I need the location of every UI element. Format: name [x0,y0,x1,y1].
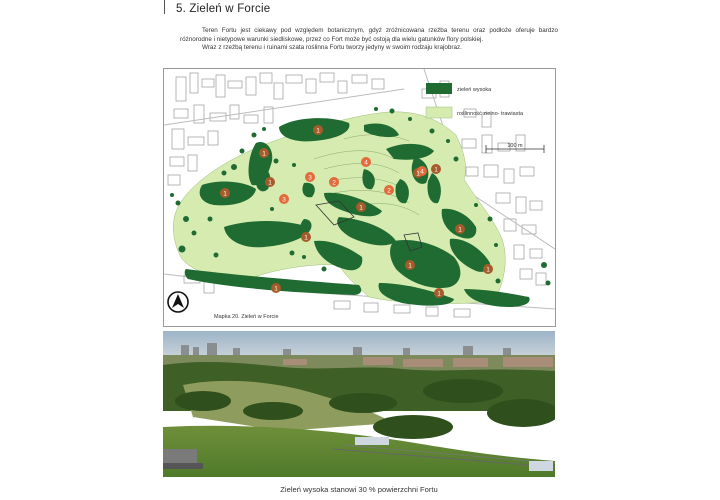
scale-bar [486,143,544,153]
scale-label: 100 m [507,143,523,149]
zone-marker-label: 4 [420,168,424,176]
zone-marker-label: 1 [316,127,320,135]
legend-swatch-meadow [426,107,452,118]
zone-marker-label: 1 [268,179,272,187]
zone-marker-label: 1 [486,266,490,274]
zone-marker-label: 2 [387,187,391,195]
aerial-photo [163,331,555,477]
building-left [163,449,197,463]
zone-marker-label: 2 [332,179,336,187]
map-caption: Mapka 20. Zieleń w Forcie [214,314,279,320]
map-svg [164,69,555,326]
legend-label-high: zieleń wysoka [457,87,492,93]
zone-marker-label: 1 [359,204,363,212]
zone-marker-label: 3 [308,174,312,182]
zone-marker-label: 1 [416,170,420,178]
zone-marker-label: 4 [364,159,368,167]
legend-swatch-high [426,83,452,94]
photo-caption: Zieleń wysoka stanowi 30 % powierzchni Fortu [280,485,438,494]
map-legend [426,83,524,118]
rail-wagons [355,437,389,445]
zone-marker-label: 1 [434,166,438,174]
header-rule [164,0,165,14]
zone-marker-label: 3 [282,196,286,204]
zone-marker-label: 1 [437,290,441,298]
fort-greenery-map [163,68,556,327]
north-arrow-icon [168,292,188,312]
legend-label-meadow: roślinność zielno- trawiasta [457,111,524,117]
intro-paragraph-1: Teren Fortu jest ciekawy pod względem botanicznym, gdyż zróżnicowana rzeźba terenu oraz podłoże oferuje bardzo różnorodne i nietypowe warunki siedliskowe, przez co Fort może być ostoją dla wielu gatunków flory polskiej. [180,27,558,43]
section-title: 5. Zieleń w Forcie [176,3,271,15]
zone-marker-label: 1 [458,226,462,234]
zone-marker-label: 1 [262,150,266,158]
zone-marker-label: 1 [223,190,227,198]
intro-text [180,27,558,53]
zone-marker-label: 1 [274,285,278,293]
zone-marker-label: 1 [304,234,308,242]
aerial-photo-drawing [163,331,555,477]
intro-paragraph-2: Wraz z rzeźbą terenu i ruinami szata roślinna Fortu tworzy jedyny w swoim rodzaju krajobraz. [202,44,462,52]
zone-marker-label: 1 [408,262,412,270]
